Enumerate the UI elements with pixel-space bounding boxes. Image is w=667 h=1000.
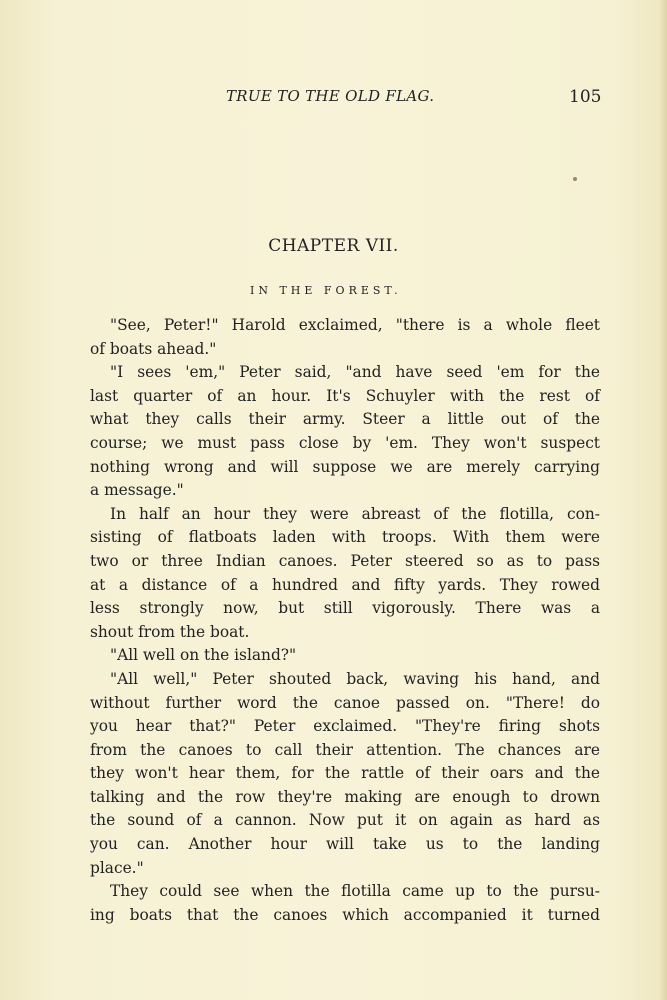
text-line: you can. Another hour will take us to the landing	[90, 835, 600, 854]
text-line: They could see when the flotilla came up to the pursu-	[110, 882, 600, 901]
text-line: you hear that?" Peter exclaimed. "They're firing shots	[90, 717, 600, 736]
paper-speck	[573, 177, 577, 181]
text-line: of boats ahead."	[90, 339, 217, 358]
text-line: talking and the row they're making are enough to drown	[90, 787, 600, 806]
text-line: without further word the canoe passed on. "There! do	[90, 693, 600, 712]
text-line: last quarter of an hour. It's Schuyler with the rest of	[90, 386, 600, 405]
running-title: TRUE TO THE OLD FLAG.	[226, 87, 435, 105]
text-line: a message."	[90, 481, 184, 500]
text-line: nothing wrong and will suppose we are merely carrying	[90, 457, 600, 476]
page-edge-shadow	[659, 0, 667, 1000]
text-line: "See, Peter!" Harold exclaimed, "there is a whole fleet	[110, 316, 600, 334]
text-line: In half an hour they were abreast of the flotilla, con-	[110, 504, 600, 523]
text-line: they won't hear them, for the rattle of their oars and the	[90, 764, 600, 783]
text-line: two or three Indian canoes. Peter steered so as to pass	[90, 551, 600, 570]
text-line: from the canoes to call their attention. The chances are	[90, 740, 600, 759]
text-line: at a distance of a hundred and fifty yards. They rowed	[90, 575, 600, 594]
text-line: the sound of a cannon. Now put it on again as hard as	[90, 811, 600, 830]
chapter-title: CHAPTER VII.	[268, 236, 399, 256]
text-line: place."	[90, 858, 144, 877]
text-line: "All well," Peter shouted back, waving his hand, and	[110, 669, 600, 688]
text-line: sisting of flatboats laden with troops. With them were	[90, 528, 600, 547]
body-text	[90, 314, 600, 927]
page-number: 105	[569, 87, 602, 107]
chapter-subtitle: IN THE FOREST.	[250, 284, 402, 297]
text-line: ing boats that the canoes which accompanied it turned	[90, 905, 600, 924]
text-line: shout from the boat.	[90, 622, 250, 641]
text-line: course; we must pass close by 'em. They won't suspect	[90, 433, 600, 452]
text-line: "I sees 'em," Peter said, "and have seed 'em for the	[110, 363, 600, 382]
text-line: less strongly now, but still vigorously. There was a	[90, 599, 600, 618]
text-line: "All well on the island?"	[110, 646, 297, 665]
text-line: what they calls their army. Steer a little out of the	[90, 410, 600, 429]
